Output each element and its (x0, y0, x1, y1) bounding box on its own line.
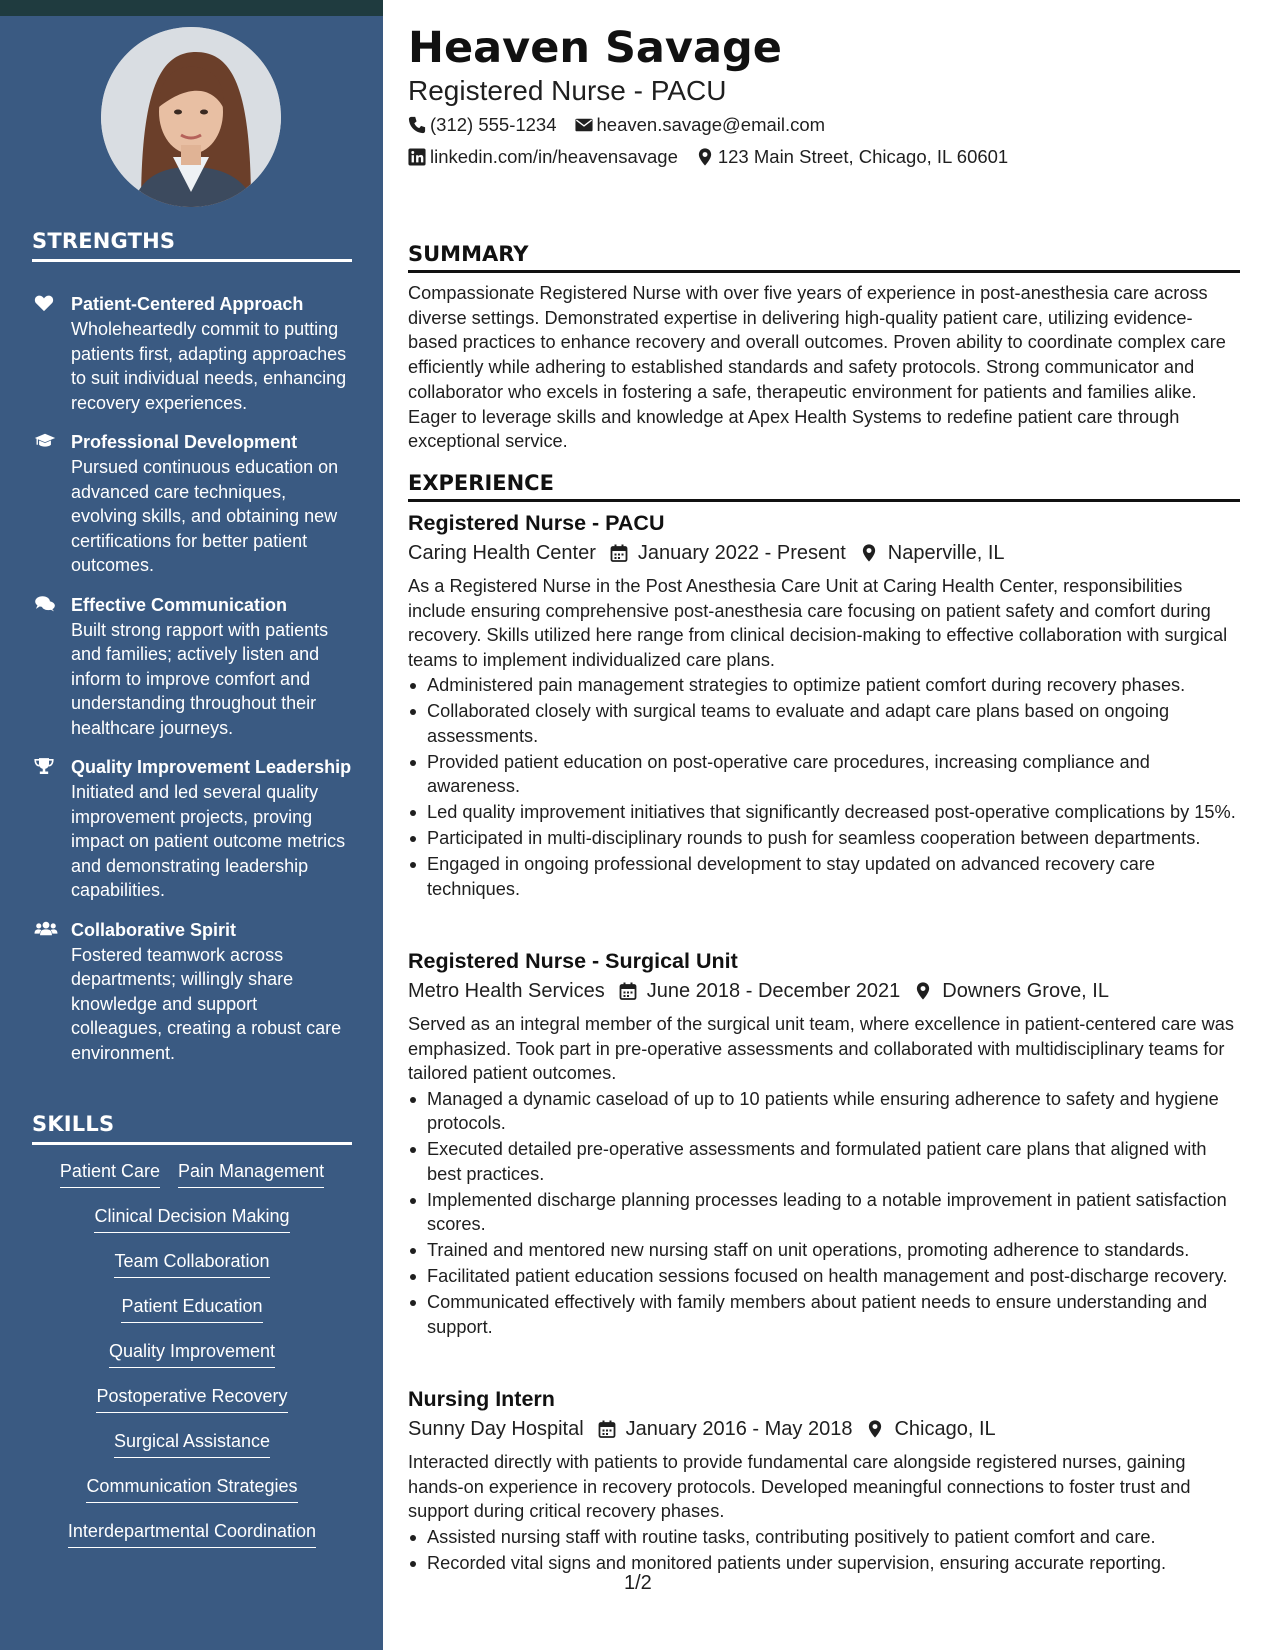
calendar-icon (619, 982, 637, 1000)
skill-tag: Surgical Assistance (114, 1428, 270, 1458)
strength-item (32, 755, 352, 903)
strength-desc: Pursued continuous education on advanced care techniques, evolving skills, and obtaining new certifications for better patient outcomes. (71, 457, 339, 575)
job-entry (408, 1384, 1240, 1577)
strength-item (32, 430, 352, 578)
strength-title: Effective Communication (71, 594, 288, 615)
trophy-icon (34, 757, 56, 777)
envelope-icon (575, 116, 593, 134)
linkedin-item (408, 144, 678, 170)
job-description: Interacted directly with patients to provide fundamental care alongside registered nurses, gaining hands-on experience in recovery protocols. Developed meaningful connections to foster trust and support during critical recovery phases. (408, 1452, 1191, 1521)
company-name: Sunny Day Hospital (408, 1418, 584, 1440)
map-marker-icon (860, 544, 878, 562)
strength-item (32, 593, 352, 741)
job-dates: January 2016 - May 2018 (625, 1418, 853, 1440)
sidebar (0, 0, 383, 1650)
bullet-item: Trained and mentored new nursing staff on unit operations, promoting adherence to standards. (408, 1238, 1240, 1263)
job-description: As a Registered Nurse in the Post Anesthesia Care Unit at Caring Health Center, responsibilities include ensuring comprehensive post-anesthesia care focusing on patient safety and comfort during recovery. Skills utilized here range from clinical decision-making to effective collaboration with surgical teams to implement individualized care plans. (408, 576, 1228, 670)
skill-tag: Pain Management (178, 1158, 324, 1188)
job-entry (408, 508, 1240, 903)
skill-tag: Postoperative Recovery (96, 1383, 287, 1413)
comments-icon (34, 595, 56, 615)
strength-desc: Fostered teamwork across departments; willingly share knowledge and support colleagues, creating a robust care environment. (71, 944, 342, 1063)
strength-title: Patient-Centered Approach (71, 294, 304, 314)
skill-tag: Patient Care (60, 1158, 160, 1188)
strength-title: Quality Improvement Leadership (71, 757, 352, 777)
calendar-icon (610, 544, 628, 562)
job-meta (408, 976, 1240, 1006)
phone-item (408, 112, 557, 138)
job-title: Registered Nurse - PACU (408, 511, 665, 535)
summary-text: Compassionate Registered Nurse with over five years of experience in post-anesthesia care across diverse settings. Demonstrated expertise in delivering high-quality patient care, utilizing evidence-based practices to enhance recovery and overall outcomes. Proven ability to coordinate complex care efficiently while adhering to established standards and safety protocols. Strong communicator and collaborator who excels in fostering a safe, therapeutic environment for patients and families alike. Eager to leverage skills and knowledge at Apex Health Systems to redefine patient care through exceptional service. (408, 283, 1226, 452)
linkedin-text[interactable]: linkedin.com/in/heavensavage (430, 146, 678, 167)
job-description: Served as an integral member of the surgical unit team, where excellence in patient-centered care was emphasized. Took part in pre-operative assessments and collaborated with multidisciplinary teams for tailored patient outcomes. (408, 1014, 1234, 1083)
map-marker-icon (866, 1420, 884, 1438)
bullet-item: Collaborated closely with surgical teams to evaluate and adapt care plans based on ongoing assessments. (408, 699, 1240, 748)
bullet-item: Provided patient education on post-operative care procedures, increasing compliance and awareness. (408, 750, 1240, 799)
strengths-list (32, 292, 352, 1080)
users-icon (34, 920, 56, 940)
graduation-cap-icon (34, 432, 56, 452)
map-marker-icon (696, 148, 714, 166)
contact-row (408, 112, 843, 138)
skills-heading: SKILLS (32, 1112, 352, 1145)
bullet-item: Assisted nursing staff with routine tasks, contributing positively to patient comfort and care. (408, 1525, 1240, 1550)
company-name: Caring Health Center (408, 542, 596, 564)
experience-heading: EXPERIENCE (408, 469, 1240, 502)
page-number: 1/2 (624, 1572, 652, 1594)
bullet-item: Led quality improvement initiatives that significantly decreased post-operative complications by 15%. (408, 800, 1240, 825)
summary-heading: SUMMARY (408, 240, 1240, 273)
avatar (101, 27, 281, 207)
skill-tag: Patient Education (121, 1293, 262, 1323)
job-meta (408, 538, 1240, 568)
linkedin-icon (408, 148, 426, 166)
email-item (575, 112, 826, 138)
bullet-item: Administered pain management strategies to optimize patient comfort during recovery phases. (408, 673, 1240, 698)
map-marker-icon (914, 982, 932, 1000)
strength-desc: Wholeheartedly commit to putting patients first, adapting approaches to suit individual needs, enhancing recovery experiences. (71, 319, 347, 413)
job-location: Chicago, IL (894, 1418, 996, 1440)
job-title: Registered Nurse - Surgical Unit (408, 949, 738, 973)
skill-tag: Interdepartmental Coordination (68, 1518, 316, 1548)
strength-desc: Initiated and led several quality improvement projects, proving impact on patient outcome metrics and demonstrating leadership capabilities. (71, 782, 346, 900)
address-item (696, 144, 1008, 170)
bullet-item: Recorded vital signs and monitored patients under supervision, ensuring accurate reporting. (408, 1551, 1240, 1576)
heart-icon (34, 294, 56, 314)
job-meta (408, 1414, 1240, 1444)
bullet-item: Participated in multi-disciplinary rounds to push for seamless cooperation between departments. (408, 826, 1240, 851)
company-name: Metro Health Services (408, 980, 605, 1002)
address-text: 123 Main Street, Chicago, IL 60601 (717, 146, 1009, 167)
job-bullets (408, 673, 1240, 901)
skill-tag: Team Collaboration (114, 1248, 269, 1278)
skill-tag: Clinical Decision Making (94, 1203, 289, 1233)
candidate-name: Heaven Savage (408, 23, 782, 73)
strength-title: Professional Development (71, 432, 298, 452)
job-location: Downers Grove, IL (942, 980, 1109, 1002)
strength-desc: Built strong rapport with patients and families; actively listen and inform to improve comfort and understanding throughout their healthcare journeys. (71, 619, 329, 738)
contact-row-2 (408, 144, 1026, 170)
bullet-item: Implemented discharge planning processes leading to a notable improvement in patient satisfaction scores. (408, 1188, 1240, 1237)
job-entry (408, 946, 1240, 1341)
job-bullets (408, 1087, 1240, 1340)
job-location: Naperville, IL (887, 542, 1005, 564)
calendar-icon (598, 1420, 616, 1438)
strengths-heading: STRENGTHS (32, 229, 352, 262)
email-text[interactable]: heaven.savage@email.com (596, 114, 826, 135)
job-bullets (408, 1525, 1240, 1576)
skill-tag: Quality Improvement (109, 1338, 275, 1368)
job-dates: January 2022 - Present (637, 542, 846, 564)
phone-icon (408, 116, 426, 134)
job-title: Nursing Intern (408, 1387, 555, 1411)
bullet-item: Managed a dynamic caseload of up to 10 patients while ensuring adherence to safety and hygiene protocols. (408, 1087, 1240, 1136)
sidebar-top-bar (0, 0, 383, 16)
bullet-item: Facilitated patient education sessions focused on health management and post-discharge recovery. (408, 1264, 1240, 1289)
strength-item (32, 292, 352, 415)
skill-tag: Communication Strategies (86, 1473, 297, 1503)
strength-item (32, 918, 352, 1066)
strength-title: Collaborative Spirit (71, 919, 237, 940)
skills-list (32, 1158, 352, 1563)
bullet-item: Communicated effectively with family members about patient needs to ensure understanding and support. (408, 1290, 1240, 1339)
candidate-title: Registered Nurse - PACU (408, 75, 727, 106)
bullet-item: Engaged in ongoing professional development to stay updated on advanced recovery care techniques. (408, 852, 1240, 901)
bullet-item: Executed detailed pre-operative assessments and formulated patient care plans that aligned with best practices. (408, 1137, 1240, 1186)
phone-text[interactable]: (312) 555-1234 (430, 114, 557, 135)
job-dates: June 2018 - December 2021 (646, 980, 901, 1002)
